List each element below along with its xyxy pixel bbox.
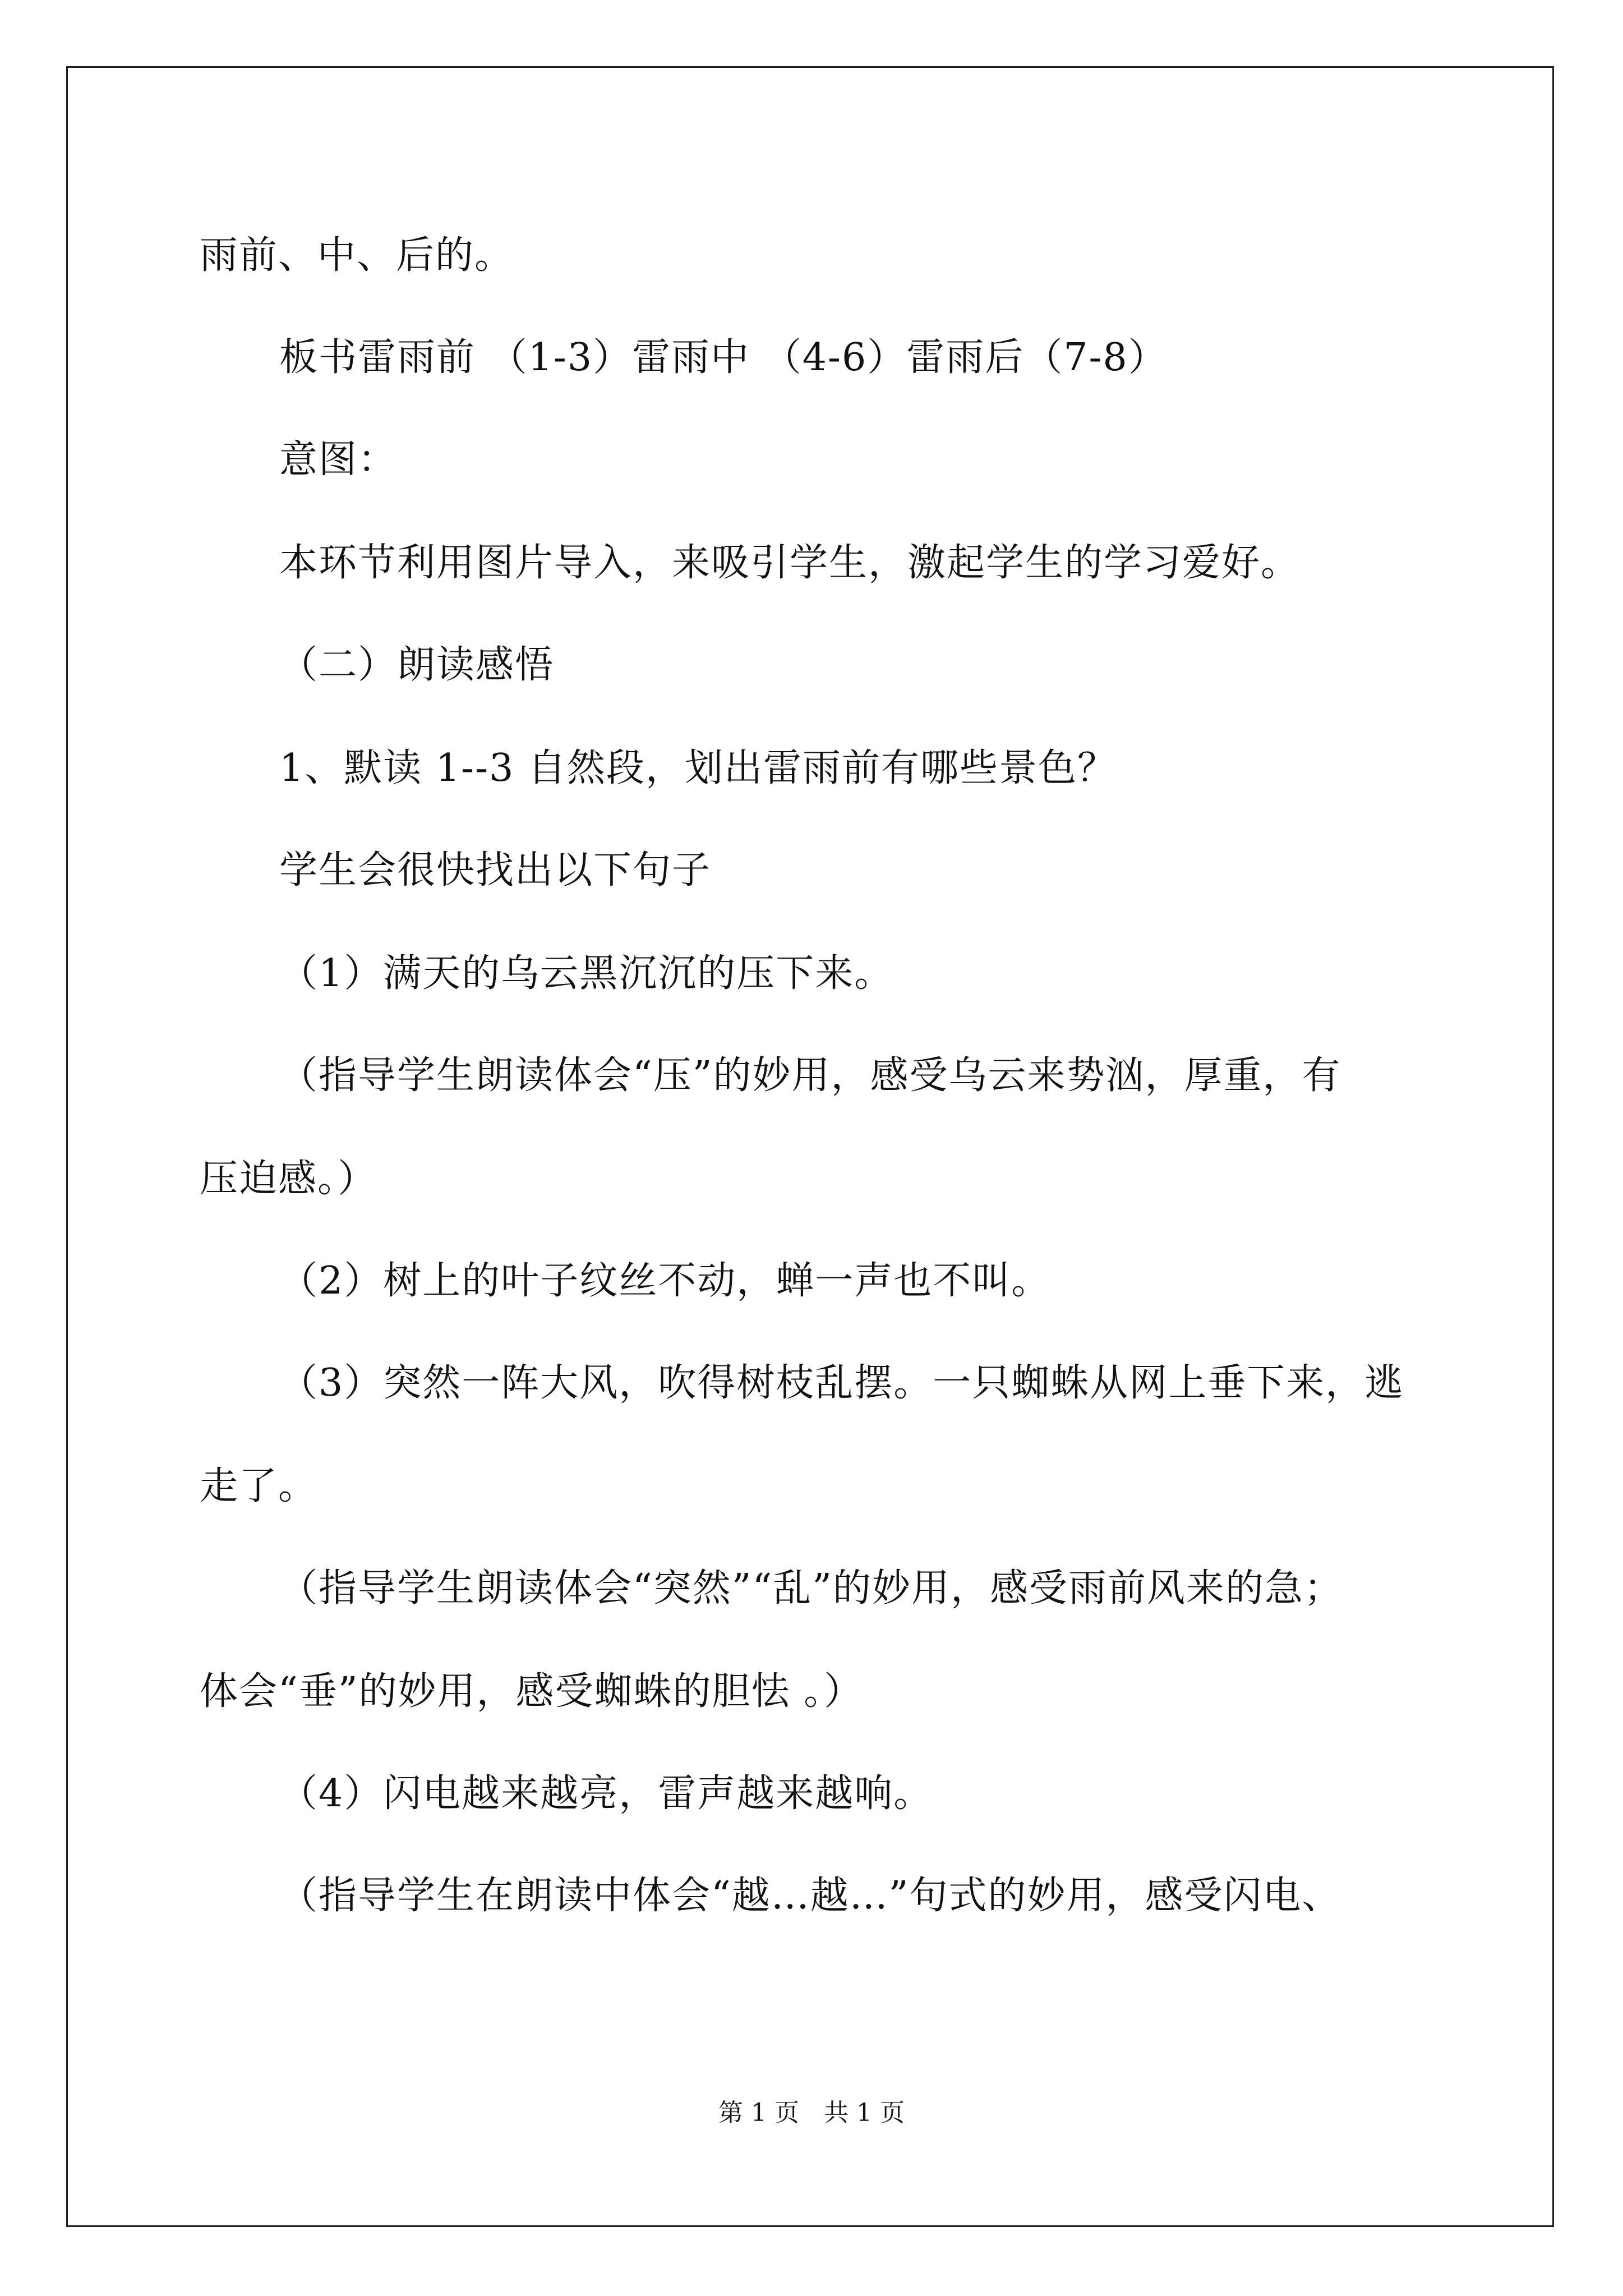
text-line: （指导学生朗读体会“突然”“乱”的妙用，感受雨前风来的急； xyxy=(279,1566,1344,1611)
text-line: 走了。 xyxy=(200,1464,318,1508)
page-footer: 第 1 页 共 1 页 xyxy=(718,2099,905,2127)
text-line: 体会“垂”的妙用，感受蜘蛛的胆怯 。） xyxy=(200,1669,864,1714)
text-line: 意图： xyxy=(279,438,398,482)
text-line: 雨前、中、后的。 xyxy=(200,233,514,278)
text-line: （2）树上的叶子纹丝不动，蝉一声也不叫。 xyxy=(279,1259,1051,1303)
text-line: 压迫感。） xyxy=(200,1157,377,1201)
text-line: （1）满天的乌云黑沉沉的压下来。 xyxy=(279,951,894,996)
text-line: （二）朗读感悟 xyxy=(279,643,555,687)
text-line: 学生会很快找出以下句子 xyxy=(279,848,712,892)
text-line: （指导学生朗读体会“压”的妙用，感受乌云来势汹，厚重，有 xyxy=(279,1053,1341,1098)
text-line: 本环节利用图片导入，来吸引学生，激起学生的学习爱好。 xyxy=(279,541,1301,585)
text-line: （指导学生在朗读中体会“越…越…”句式的妙用，感受闪电、 xyxy=(279,1874,1341,1918)
text-line: （3）突然一阵大风，吹得树枝乱摆。一只蜘蛛从网上垂下来，逃 xyxy=(279,1361,1404,1405)
text-line: 1、默读 1--3 自然段，划出雷雨前有哪些景色？ xyxy=(279,746,1117,790)
text-line: 板书雷雨前 （1-3）雷雨中 （4-6）雷雨后（7-8） xyxy=(279,335,1168,380)
text-line: （4）闪电越来越亮，雷声越来越响。 xyxy=(279,1772,933,1816)
